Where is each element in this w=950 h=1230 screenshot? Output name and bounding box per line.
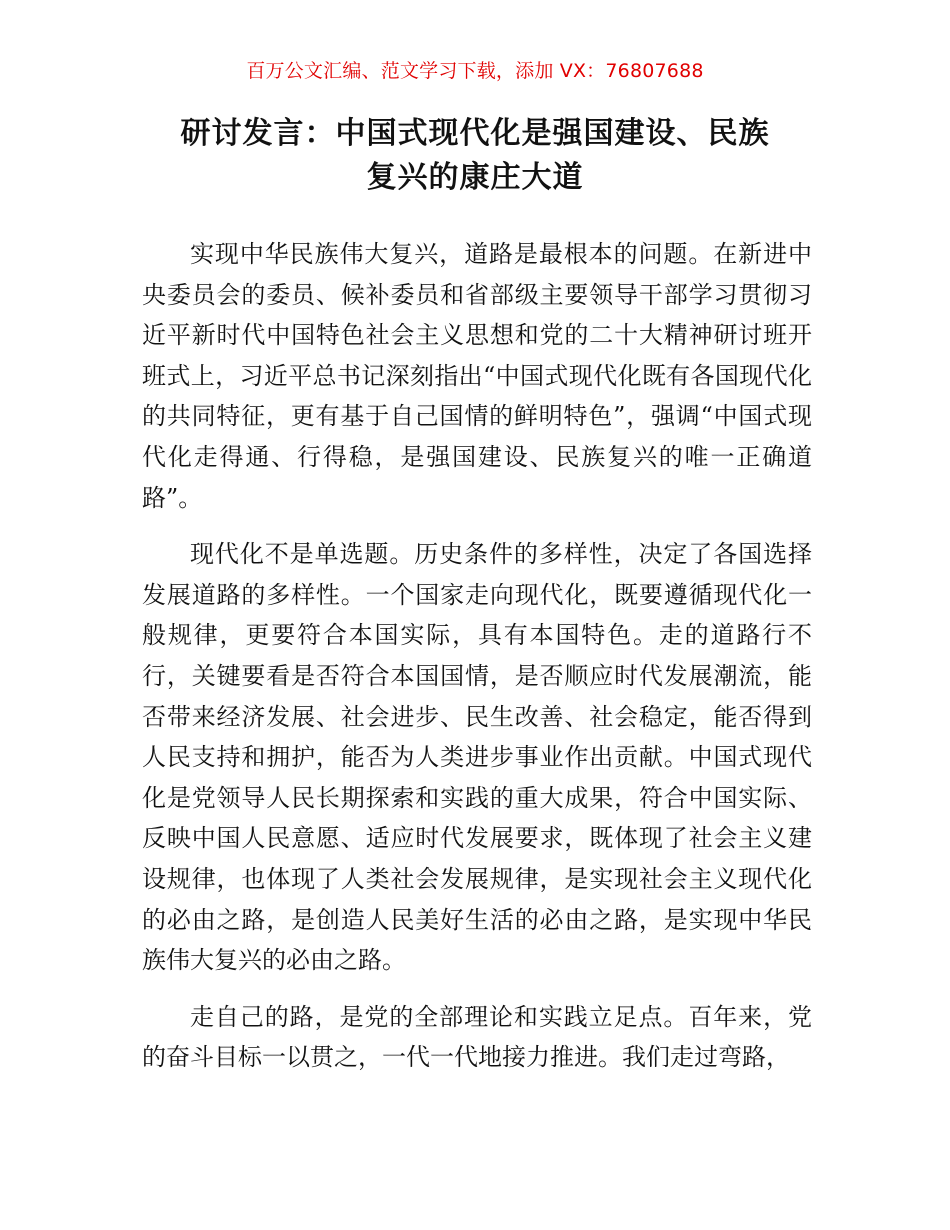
paragraph-2: 现代化不是单选题。历史条件的多样性，决定了各国选择发展道路的多样性。一个国家走向现代化，既要遵循现代化一般规律，更要符合本国实际，具有本国特色。走的道路行不行，关键要看是否符合本国国情，是否顺应时代发展潮流，能否带来经济发展、社会进步、民生改善、社会稳定，能否得到人民支持和拥护，能否为人类进步事业作出贡献。中国式现代化是党领导人民长期探索和实践的重大成果，符合中国实际、反映中国人民意愿、适应时代发展要求，既体现了社会主义建设规律，也体现了人类社会发展规律，是实现社会主义现代化的必由之路，是创造人民美好生活的必由之路，是实现中华民族伟大复兴的必由之路。	[142, 540, 812, 975]
document-body	[142, 234, 812, 1094]
title-line-1: 研讨发言：中国式现代化是强国建设、民族	[180, 116, 770, 151]
paragraph-3: 走自己的路，是党的全部理论和实践立足点。百年来，党的奋斗目标一以贯之，一代一代地接力推进。我们走过弯路，	[142, 1002, 812, 1072]
paragraph-1: 实现中华民族伟大复兴，道路是最根本的问题。在新进中央委员会的委员、候补委员和省部级主要领导干部学习贯彻习近平新时代中国特色社会主义思想和党的二十大精神研讨班开班式上，习近平总书记深刻指出“中国式现代化既有各国现代化的共同特征，更有基于自己国情的鲜明特色”，强调“中国式现代化走得通、行得稳，是强国建设、民族复兴的唯一正确道路”。	[142, 240, 812, 512]
title-line-2: 复兴的康庄大道	[366, 160, 584, 195]
download-notice: 百万公文汇编、范文学习下载，添加 VX：76807688	[246, 60, 704, 82]
document-title	[120, 112, 830, 200]
